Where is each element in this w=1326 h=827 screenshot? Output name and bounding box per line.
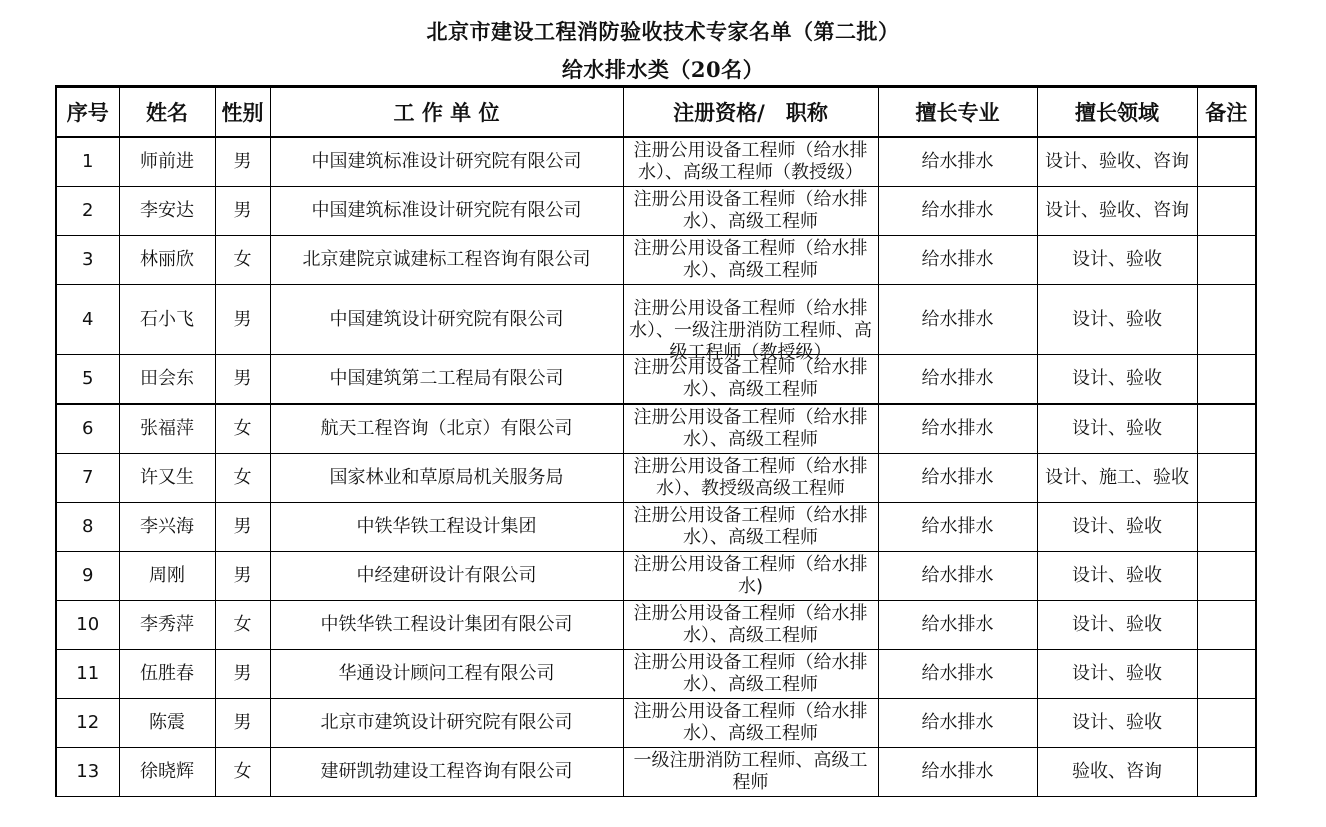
cell-specialty: 给水排水 [878,748,1037,797]
cell-unit: 中国建筑第二工程局有限公司 [270,355,623,405]
cell-field: 设计、验收 [1037,601,1197,650]
cell-field: 设计、验收 [1037,285,1197,355]
table-row [56,552,1256,601]
cell-no: 4 [56,285,119,355]
cell-field: 设计、验收 [1037,699,1197,748]
cell-remarks [1197,355,1256,405]
cell-field: 设计、验收 [1037,503,1197,552]
cell-remarks [1197,503,1256,552]
cell-remarks [1197,552,1256,601]
cell-unit: 国家林业和草原局机关服务局 [270,454,623,503]
cell-remarks [1197,285,1256,355]
cell-gender: 女 [215,236,270,285]
qualification-text: 注册公用设备工程师（给水排水）、高级工程师 [633,603,868,646]
cell-specialty: 给水排水 [878,650,1037,699]
cell-name: 李秀萍 [119,601,215,650]
cell-no: 9 [56,552,119,601]
cell-qualification [623,187,878,236]
cell-gender: 男 [215,137,270,187]
cell-unit: 中铁华铁工程设计集团有限公司 [270,601,623,650]
qualification-text: 注册公用设备工程师（给水排水）、高级工程师（教授级） [633,140,868,183]
header-unit: 工 作 单 位 [270,87,623,138]
header-name: 姓名 [119,87,215,138]
cell-unit: 航天工程咨询（北京）有限公司 [270,404,623,454]
cell-remarks [1197,137,1256,187]
cell-gender: 男 [215,503,270,552]
cell-no: 7 [56,454,119,503]
cell-gender: 男 [215,650,270,699]
cell-qualification [623,552,878,601]
document-title: 北京市建设工程消防验收技术专家名单（第二批） [426,19,900,44]
cell-no: 1 [56,137,119,187]
cell-specialty: 给水排水 [878,503,1037,552]
header-gender: 性别 [215,87,270,138]
cell-name: 林丽欣 [119,236,215,285]
cell-no: 13 [56,748,119,797]
cell-field: 设计、验收 [1037,650,1197,699]
qualification-text: 注册公用设备工程师（给水排水）、高级工程师 [633,407,868,450]
qualification-text: 注册公用设备工程师（给水排水）、教授级高级工程师 [633,456,868,499]
cell-field: 设计、验收 [1037,552,1197,601]
cell-gender: 男 [215,552,270,601]
qualification-text: 注册公用设备工程师（给水排水）、高级工程师 [633,701,868,744]
cell-remarks [1197,601,1256,650]
cell-specialty: 给水排水 [878,137,1037,187]
header-field: 擅长领域 [1037,87,1197,138]
cell-no: 11 [56,650,119,699]
cell-field: 设计、验收 [1037,404,1197,454]
cell-no: 12 [56,699,119,748]
table-row [56,355,1256,405]
cell-no: 6 [56,404,119,454]
qualification-text: 注册公用设备工程师（给水排水）、高级工程师 [633,505,868,548]
cell-remarks [1197,748,1256,797]
cell-gender: 女 [215,748,270,797]
cell-name: 李兴海 [119,503,215,552]
cell-qualification [623,355,878,405]
cell-specialty: 给水排水 [878,355,1037,405]
cell-unit: 中国建筑标准设计研究院有限公司 [270,187,623,236]
cell-name: 李安达 [119,187,215,236]
table-row [56,285,1256,355]
cell-name: 田会东 [119,355,215,405]
qualification-text: 注册公用设备工程师（给水排水）、高级工程师 [633,238,868,281]
cell-qualification [623,236,878,285]
cell-remarks [1197,187,1256,236]
header-qualification: 注册资格/ 职称 [623,87,878,138]
cell-field: 设计、施工、验收 [1037,454,1197,503]
cell-name: 张福萍 [119,404,215,454]
cell-qualification [623,699,878,748]
cell-specialty: 给水排水 [878,454,1037,503]
cell-no: 3 [56,236,119,285]
cell-gender: 男 [215,187,270,236]
cell-name: 徐晓辉 [119,748,215,797]
cell-no: 8 [56,503,119,552]
table-row [56,503,1256,552]
cell-unit: 北京市建筑设计研究院有限公司 [270,699,623,748]
cell-qualification [623,285,878,363]
cell-no: 2 [56,187,119,236]
cell-gender: 女 [215,404,270,454]
qualification-text: 注册公用设备工程师（给水排水）、一级注册消防工程师、高级工程师（教授级） [629,297,872,363]
cell-field: 设计、验收 [1037,355,1197,405]
table-row [56,699,1256,748]
qualification-text: 一级注册消防工程师、高级工程师 [633,750,868,793]
cell-qualification [623,503,878,552]
cell-specialty: 给水排水 [878,552,1037,601]
cell-qualification [623,748,878,797]
table-row [56,404,1256,454]
cell-name: 石小飞 [119,285,215,355]
table-row [56,650,1256,699]
cell-specialty: 给水排水 [878,236,1037,285]
cell-remarks [1197,650,1256,699]
cell-unit: 北京建院京诚建标工程咨询有限公司 [270,236,623,285]
cell-qualification [623,137,878,187]
cell-name: 周刚 [119,552,215,601]
cell-qualification [623,454,878,503]
cell-no: 10 [56,601,119,650]
table-row [56,187,1256,236]
qualification-text: 注册公用设备工程师（给水排水）、高级工程师 [633,357,868,400]
qualification-text: 注册公用设备工程师（给水排水）、高级工程师 [633,652,868,695]
cell-unit: 中铁华铁工程设计集团 [270,503,623,552]
cell-unit: 中国建筑设计研究院有限公司 [270,285,623,355]
cell-gender: 男 [215,699,270,748]
cell-field: 设计、验收、咨询 [1037,187,1197,236]
document-subtitle: 给水排水类（20名） [561,57,765,82]
table-row [56,748,1256,797]
cell-unit: 华通设计顾问工程有限公司 [270,650,623,699]
cell-name: 陈震 [119,699,215,748]
cell-specialty: 给水排水 [878,187,1037,236]
header-no: 序号 [56,87,119,138]
cell-qualification [623,601,878,650]
cell-qualification [623,404,878,454]
cell-field: 设计、验收、咨询 [1037,137,1197,187]
cell-specialty: 给水排水 [878,404,1037,454]
cell-unit: 建研凯勃建设工程咨询有限公司 [270,748,623,797]
cell-gender: 女 [215,454,270,503]
cell-remarks [1197,454,1256,503]
cell-unit: 中国建筑标准设计研究院有限公司 [270,137,623,187]
qualification-text: 注册公用设备工程师（给水排水）、高级工程师 [633,189,868,232]
cell-gender: 男 [215,285,270,355]
cell-gender: 男 [215,355,270,405]
expert-table [55,85,1257,797]
cell-specialty: 给水排水 [878,601,1037,650]
table-header-row [56,87,1256,138]
cell-specialty: 给水排水 [878,285,1037,355]
table-row [56,137,1256,187]
cell-no: 5 [56,355,119,405]
cell-remarks [1197,236,1256,285]
qualification-text: 注册公用设备工程师（给水排水) [633,554,868,597]
cell-name: 师前进 [119,137,215,187]
header-specialty: 擅长专业 [878,87,1037,138]
cell-remarks [1197,699,1256,748]
cell-name: 许又生 [119,454,215,503]
cell-gender: 女 [215,601,270,650]
header-remarks: 备注 [1197,87,1256,138]
table-row [56,601,1256,650]
cell-specialty: 给水排水 [878,699,1037,748]
cell-qualification [623,650,878,699]
table-row [56,236,1256,285]
table-row [56,454,1256,503]
cell-name: 伍胜春 [119,650,215,699]
cell-field: 验收、咨询 [1037,748,1197,797]
cell-remarks [1197,404,1256,454]
cell-field: 设计、验收 [1037,236,1197,285]
cell-unit: 中经建研设计有限公司 [270,552,623,601]
